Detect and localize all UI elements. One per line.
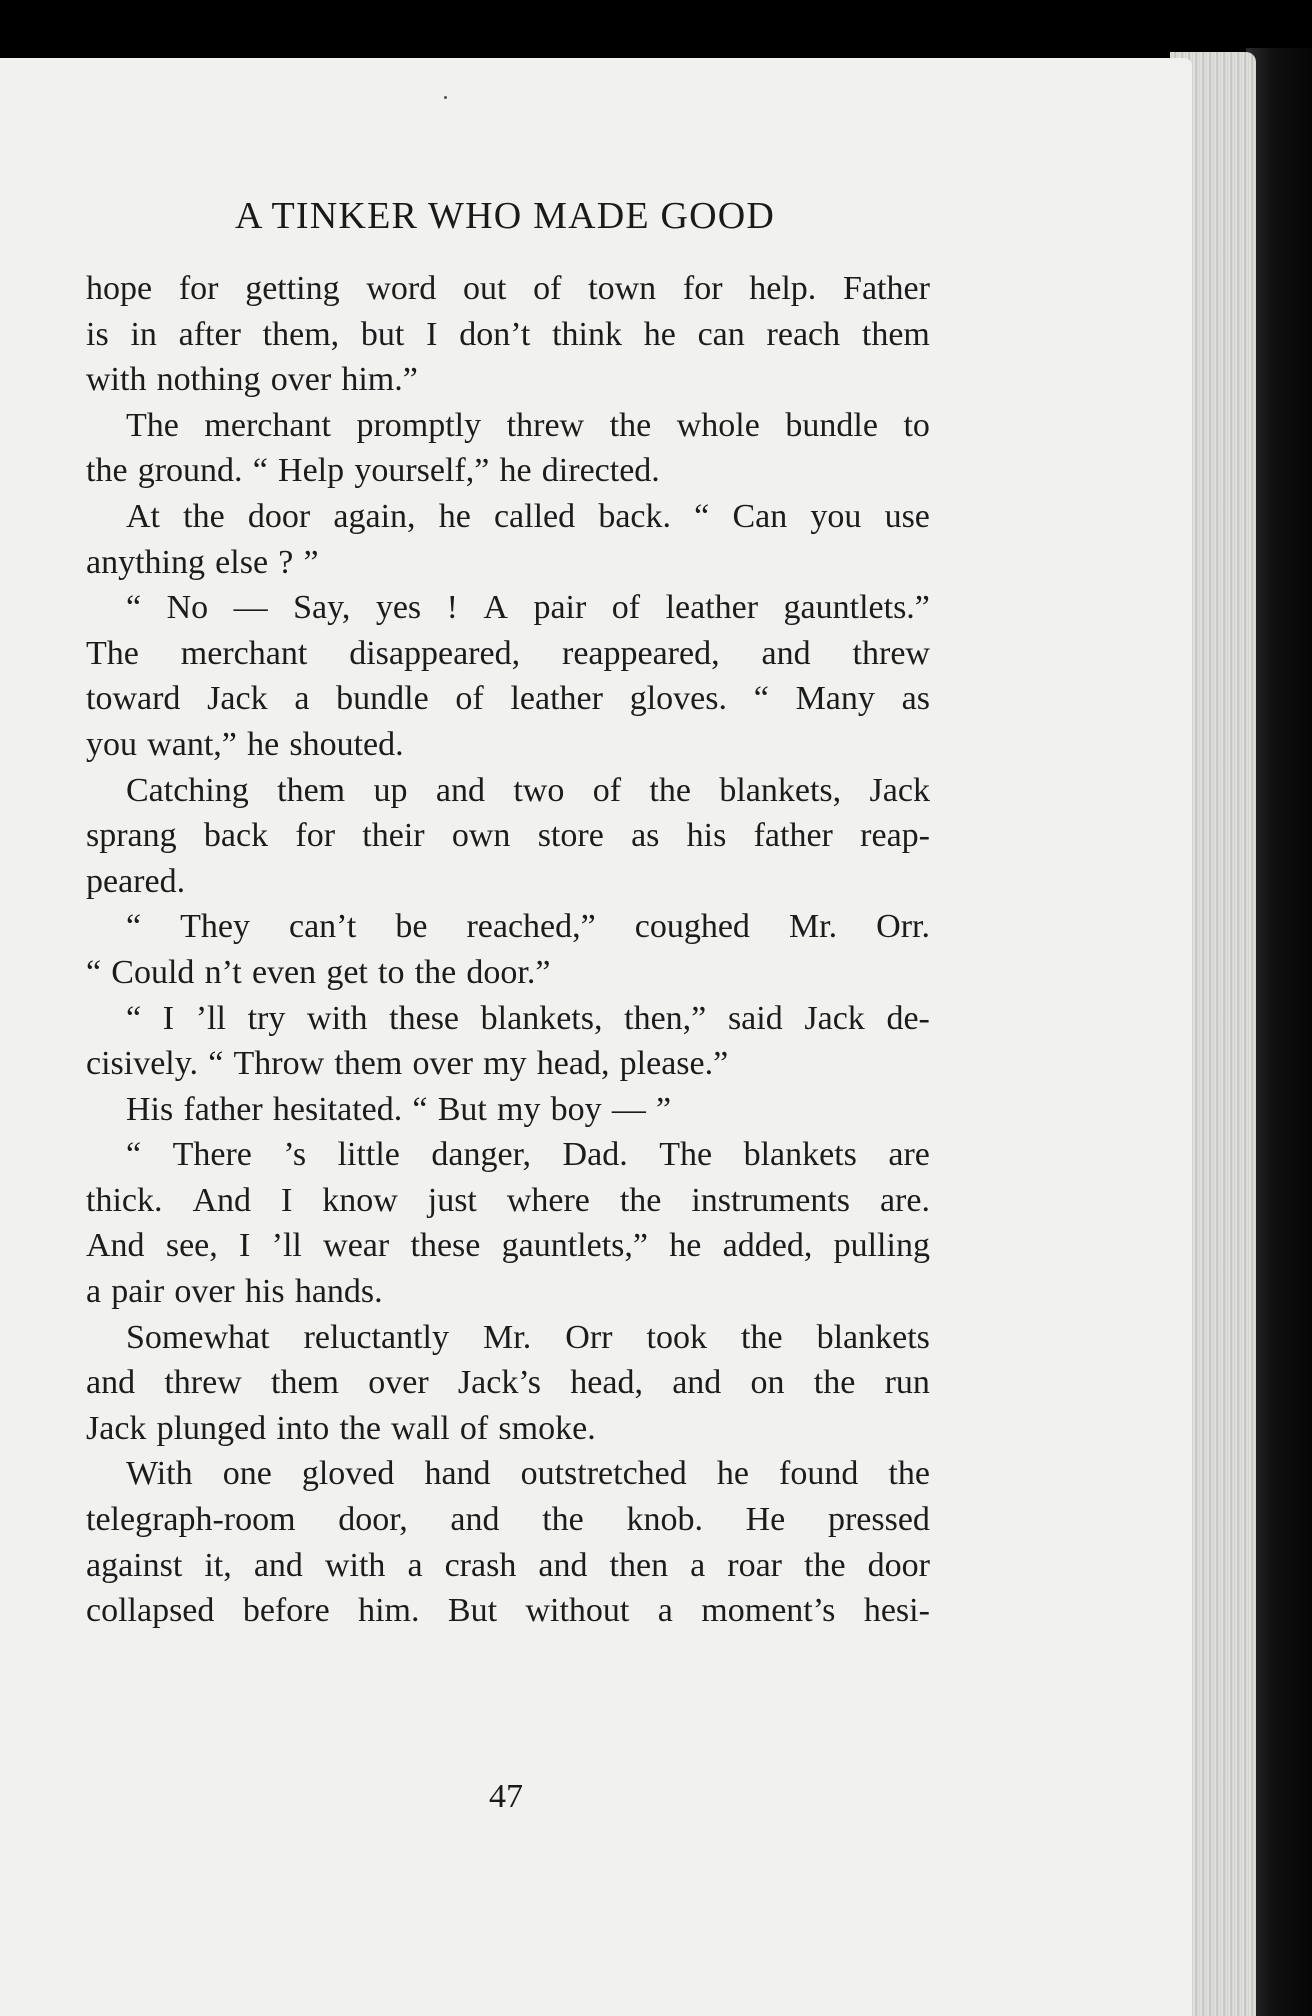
text-line: a pair over his hands. [86,1273,383,1311]
text-line: the ground. “ Help yourself,” he directed. [86,452,660,490]
text-line: Somewhat reluctantly Mr. Orr took the blankets [126,1318,930,1356]
text-line: sprang back for their own store as his father reap- [86,817,930,855]
text-line: “ Could n’t even get to the door.” [86,953,551,991]
text-line: toward Jack a bundle of leather gloves. “ Many as [86,680,930,718]
text-line: you want,” he shouted. [86,725,404,763]
text-line: peared. [86,862,186,900]
text-line: Catching them up and two of the blankets, Jack [126,771,930,809]
text-line: “ There ’s little danger, Dad. The blankets are [126,1136,930,1174]
text-line: Jack plunged into the wall of smoke. [86,1409,596,1447]
body-text [86,266,930,1634]
text-line: is in after them, but I don’t think he can reach them [86,315,930,353]
text-line: “ No — Say, yes ! A pair of leather gauntlets.” [126,589,930,627]
text-line: with nothing over him.” [86,361,418,399]
page-number: 47 [489,1778,523,1815]
text-line: anything else ? ” [86,543,319,581]
text-line: The merchant disappeared, reappeared, and threw [86,634,930,672]
text-line: And see, I ’ll wear these gauntlets,” he added, pulling [86,1227,930,1265]
text-line: “ They can’t be reached,” coughed Mr. Orr. [126,908,930,946]
text-line: With one gloved hand outstretched he found the [126,1455,930,1493]
text-line: cisively. “ Throw them over my head, please.” [86,1045,729,1083]
text-line: thick. And I know just where the instruments are. [86,1181,930,1219]
text-line: hope for getting word out of town for help. Father [86,270,930,307]
text-line: At the door again, he called back. “ Can you use [126,497,930,535]
text-line: against it, and with a crash and then a roar the door [86,1546,930,1584]
text-line: His father hesitated. “ But my boy — ” [126,1090,672,1128]
text-line: collapsed before him. But without a moment’s hesi- [86,1592,930,1630]
text-line: The merchant promptly threw the whole bundle to [126,406,930,444]
text-line: “ I ’ll try with these blankets, then,” said Jack de- [126,999,930,1037]
scan-background [0,0,1312,60]
text-line: telegraph-room door, and the knob. He pressed [86,1501,930,1539]
running-header: A TINKER WHO MADE GOOD [234,195,776,237]
text-line: and threw them over Jack’s head, and on the run [86,1364,930,1402]
page-speck [444,96,447,99]
